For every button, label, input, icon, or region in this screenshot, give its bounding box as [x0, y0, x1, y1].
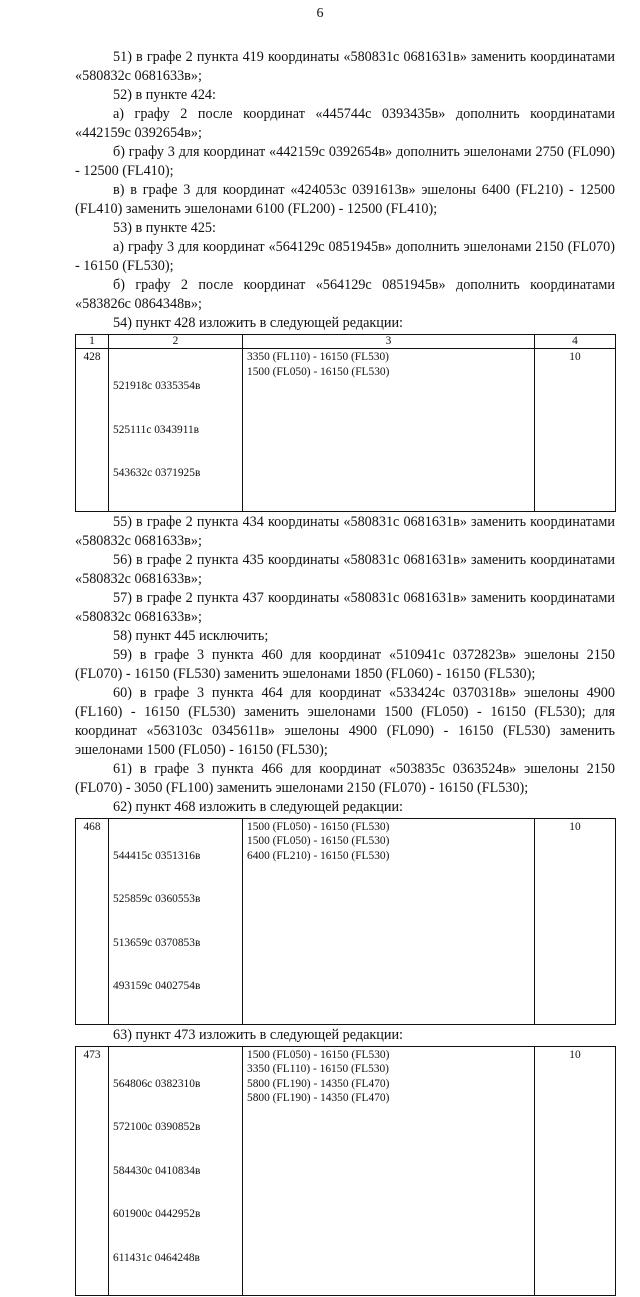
header-col-4: 4: [535, 335, 616, 349]
page-number: 6: [316, 6, 324, 21]
flight-levels: 1500 (FL050) - 16150 (FL530): [247, 835, 390, 847]
coordinate: 564806с 0382310в: [113, 1077, 201, 1090]
coordinate: 525859с 0360553в: [113, 893, 201, 905]
coordinate: 601900с 0442952в: [113, 1208, 201, 1220]
table-row: [76, 1046, 616, 1296]
coordinates-cell: [109, 1046, 243, 1296]
paragraph-58: 58) пункт 445 исключить;: [113, 627, 269, 644]
item-number: 468: [76, 818, 109, 1024]
paragraph-52a: а) графу 2 после координат «445744с 0393435в» дополнить координатами «442159с 0392654в»;: [75, 106, 615, 141]
levels-cell: [243, 349, 535, 512]
paragraph-55: 55) в графе 2 пункта 434 координаты «580831с 0681631в» заменить координатами «580832с 0681633в»;: [75, 513, 615, 549]
paragraph-56: 56) в графе 2 пункта 435 координаты «580831с 0681631в» заменить координатами «580832с 0681633в»;: [75, 551, 615, 587]
flight-levels: 3350 (FL110) - 16150 (FL530): [247, 1063, 389, 1075]
header-col-1: 1: [76, 335, 109, 349]
col4-value: 10: [535, 1046, 616, 1296]
paragraph-52b: б) графу 3 для координат «442159с 0392654в» дополнить эшелонами 2750 (FL090) - 12500 (FL410);: [75, 144, 615, 179]
coordinate: 493159с 0402754в: [113, 980, 201, 992]
paragraph-63: 63) пункт 473 изложить в следующей редакции:: [113, 1026, 403, 1043]
flight-levels: 5800 (FL190) - 14350 (FL470): [247, 1077, 390, 1090]
coordinate: 525111с 0343911в: [113, 423, 200, 436]
levels-cell: [243, 818, 535, 1024]
table-header-row: [76, 335, 616, 349]
table-item-428: [75, 334, 616, 512]
coordinates-cell: [109, 818, 243, 1024]
table-row: [76, 349, 616, 512]
table-row: [76, 818, 616, 1024]
table-item-473: [75, 1046, 616, 1297]
flight-levels: 6400 (FL210) - 16150 (FL530): [247, 849, 390, 862]
flight-levels: 3350 (FL110) - 16150 (FL530): [247, 351, 389, 363]
paragraph-54: 54) пункт 428 изложить в следующей редакции:: [113, 315, 403, 331]
table-item-468: [75, 818, 616, 1025]
flight-levels: 1500 (FL050) - 16150 (FL530): [247, 820, 390, 833]
paragraph-53b: б) графу 2 после координат «564129с 0851945в» дополнить координатами «583826с 0864348в»;: [75, 277, 615, 312]
item-number: 428: [76, 349, 109, 512]
paragraph-62: 62) пункт 468 изложить в следующей редакции:: [113, 798, 403, 815]
coordinate: 544415с 0351316в: [113, 849, 201, 862]
header-col-2: 2: [109, 335, 243, 349]
levels-cell: [243, 1046, 535, 1296]
document-body: [75, 48, 615, 1297]
paragraph-52: 52) в пункте 424:: [113, 87, 216, 103]
coordinate: 521918с 0335354в: [113, 380, 201, 392]
coordinate: 584430с 0410834в: [113, 1164, 201, 1177]
paragraph-57: 57) в графе 2 пункта 437 координаты «580831с 0681631в» заменить координатами «580832с 0681633в»;: [75, 589, 615, 625]
coordinate: 543632с 0371925в: [113, 467, 201, 479]
paragraph-60: 60) в графе 3 пункта 464 для координат «533424с 0370318в» эшелоны 4900 (FL160) - 16150 (FL530) заменить эшелонами 1500 (FL050) - 16150 (FL530); для координат «563103с 0345611в» эшелоны 4900 (FL090) - 16150 (FL530) заменить эшелонами 1500 (FL050) - 16150 (FL530);: [75, 684, 615, 758]
flight-levels: 1500 (FL050) - 16150 (FL530): [247, 365, 390, 378]
paragraph-59: 59) в графе 3 пункта 460 для координат «510941с 0372823в» эшелоны 2150 (FL070) - 16150 (FL530) заменить эшелонами 1850 (FL060) - 16150 (FL530);: [75, 646, 615, 682]
header-col-3: 3: [243, 335, 535, 349]
paragraph-51: 51) в графе 2 пункта 419 координаты «580831с 0681631в» заменить координатами «580832с 0681633в»;: [75, 49, 615, 84]
col4-value: 10: [535, 349, 616, 512]
coordinates-cell: [109, 349, 243, 512]
paragraph-53a: а) графу 3 для координат «564129с 0851945в» дополнить эшелонами 2150 (FL070) - 16150 (FL530);: [75, 239, 615, 274]
paragraph-53: 53) в пункте 425:: [113, 220, 216, 236]
coordinate: 572100с 0390852в: [113, 1121, 201, 1133]
coordinate: 611431с 0464248в: [113, 1251, 200, 1264]
flight-levels: 1500 (FL050) - 16150 (FL530): [247, 1048, 390, 1061]
item-number: 473: [76, 1046, 109, 1296]
flight-levels: 5800 (FL190) - 14350 (FL470): [247, 1092, 390, 1104]
paragraph-52c: в) в графе 3 для координат «424053с 0391613в» эшелоны 6400 (FL210) - 12500 (FL410) заменить эшелонами 6100 (FL200) - 12500 (FL410);: [75, 182, 615, 217]
paragraph-61: 61) в графе 3 пункта 466 для координат «503835с 0363524в» эшелоны 2150 (FL070) - 3050 (FL100) заменить эшелонами 2150 (FL070) - 16150 (FL530);: [75, 760, 615, 796]
coordinate: 513659с 0370853в: [113, 936, 201, 949]
col4-value: 10: [535, 818, 616, 1024]
